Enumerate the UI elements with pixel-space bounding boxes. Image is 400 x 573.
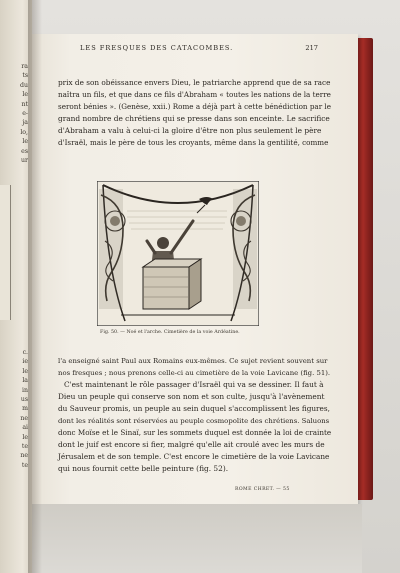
body-line: dont les réalités sont réservées au peuple cosmopolite des chrétiens. Saluons: [58, 417, 330, 425]
body-line: seront bénies ». (Genèse, xxii.) Rome a déjà part à cette bénédiction par le: [58, 102, 331, 111]
body-line: l'a enseigné saint Paul aux Romains eux-mêmes. Ce sujet revient souvent sur: [58, 357, 328, 365]
body-line: prix de son obéissance envers Dieu, le patriarche apprend que de sa race: [58, 78, 331, 87]
printer-signature: ROME CHRET. — 55: [235, 487, 290, 492]
body-line: Dieu un peuple qui conserve son nom et son culte, jusqu'à l'avènement: [58, 392, 325, 401]
left-page-text-bottom: c. ie le la in us m ne ai le te ne te: [20, 349, 28, 469]
body-line: nos fresques ; nous prenons celle-ci au cimetière de la voie Lavicane (fig. 51).: [58, 369, 331, 377]
gutter-shadow: [28, 0, 42, 573]
right-ornament: [231, 189, 257, 309]
running-head: [80, 44, 324, 52]
body-line: grand nombre de chrétiens qui se presse dans son enceinte. Le sacrifice: [58, 114, 330, 123]
left-ornament: [99, 189, 125, 309]
body-line: dont le juif est encore si fier, malgré qu'elle ait croulé avec les murs de: [58, 440, 325, 449]
body-line: qui nous fournit cette belle peinture (fig. 52).: [58, 464, 229, 473]
table-below-page: [32, 504, 362, 573]
body-line: Jérusalem et de son temple. C'est encore le cimetière de la voie Lavicane: [58, 452, 330, 461]
body-line: du Sauveur promis, un peuple au sein duquel s'accomplissent les figures,: [58, 404, 330, 413]
body-line: donc Moïse et le Sinaï, sur les sommets duquel est donnée la loi de crainte: [58, 428, 332, 437]
body-line: naîtra un fils, et que dans ce fils d'Abraham « toutes les nations de la terre: [58, 90, 331, 99]
fresco-illustration: [97, 181, 259, 326]
body-line: C'est maintenant le rôle passager d'Israël qui va se dessiner. Il faut à: [64, 380, 324, 389]
page-number: 217: [305, 44, 318, 52]
body-line: d'Israël, mais le père de tous les croyants, même dans la gentilité, comme: [58, 138, 329, 147]
left-page-text-top: ra ts du le nt e- ja lo, le es ur: [20, 63, 28, 165]
running-head-title: LES FRESQUES DES CATACOMBES.: [80, 44, 234, 52]
figure-caption: Fig. 50. — Noé et l'arche. Cimetière de la voie Ardéatine.: [100, 330, 240, 335]
left-page-figure: [0, 185, 11, 320]
ark-box: [143, 259, 201, 309]
body-line: d'Abraham a valu à celui-ci la gloire d'être non plus seulement le père: [58, 126, 322, 135]
